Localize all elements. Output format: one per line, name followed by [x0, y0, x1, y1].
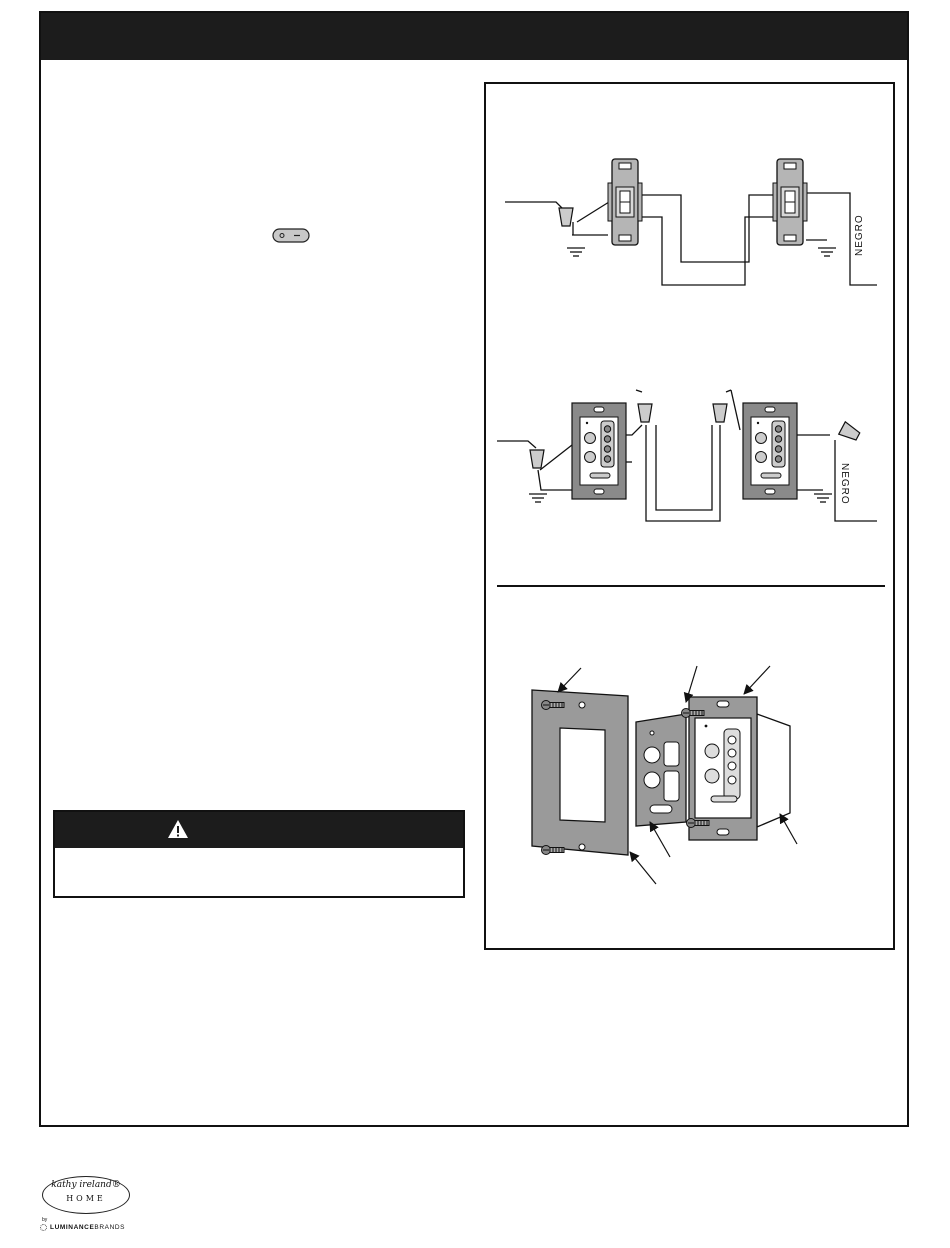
wall-control-module [695, 718, 751, 818]
logo-by: by [42, 1217, 48, 1223]
logo-home: HOME [66, 1194, 106, 1203]
logo-brand [50, 1224, 125, 1231]
wire-nut-icon [839, 422, 861, 443]
wall-control-icon [743, 403, 797, 499]
exploded-installation-view [532, 666, 797, 884]
warning-triangle-icon [167, 819, 189, 839]
three-way-switch-icon [608, 159, 642, 245]
warning-header [55, 812, 463, 848]
ground-symbol-icon [814, 494, 832, 502]
wire-nut-icon [638, 404, 652, 422]
logo-brand-light: BRANDS [94, 1224, 126, 1231]
three-way-switch-icon [773, 159, 807, 245]
three-way-switch-diagram [505, 193, 877, 285]
wall-box [757, 714, 790, 827]
wire-label-negro: NEGRO [854, 214, 865, 256]
ground-symbol-icon [818, 248, 836, 256]
warning-box [53, 810, 465, 898]
wire-label-negro: NEGRO [839, 463, 850, 505]
wire-nut-icon [713, 404, 727, 422]
wall-control-icon [572, 403, 626, 499]
ground-symbol-icon [529, 494, 547, 502]
kathy-ireland-home-logo [38, 1176, 138, 1240]
wire-nut-icon [530, 450, 544, 468]
wire-nut-icon [559, 208, 573, 226]
ground-symbol-icon [567, 248, 585, 256]
logo-brand-bold: LUMINANCE [50, 1224, 95, 1231]
logo-script: kathy ireland® [51, 1180, 121, 1190]
luminance-icon [40, 1224, 47, 1231]
